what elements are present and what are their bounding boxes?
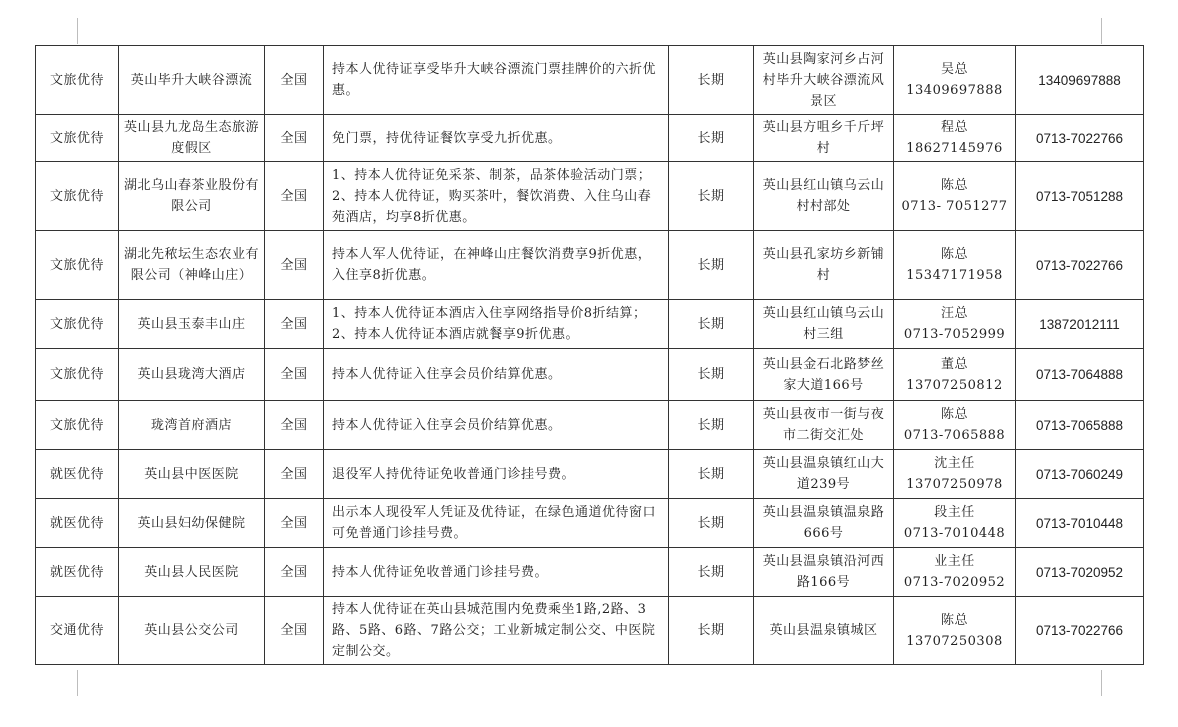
contact-cell (894, 597, 1016, 665)
scope-cell: 全国 (265, 597, 324, 665)
contact-name: 吴总 (940, 62, 968, 77)
address-cell: 英山县夜市一街与夜市二街交汇处 (754, 401, 894, 450)
scope-cell: 全国 (265, 499, 324, 548)
offer-cell: 1、持本人优待证免采茶、制茶，品茶体验活动门票；2、持本人优待证，购买茶叶，餐饮消费、入住乌山春苑酒店，均享8折优惠。 (324, 162, 669, 231)
table-row (36, 401, 1144, 450)
offer-cell: 持本人优待证免收普通门诊挂号费。 (324, 548, 669, 597)
contact-name: 汪总 (940, 306, 968, 321)
address-cell: 英山县温泉镇城区 (754, 597, 894, 665)
offer-cell: 持本人优待证在英山县城范围内免费乘坐1路,2路、3路、5路、6路、7路公交；工业新城定制公交、中医院定制公交。 (324, 597, 669, 665)
organization-name-cell: 英山县珑湾大酒店 (119, 349, 265, 401)
contact-name: 陈总 (940, 247, 968, 262)
period-cell: 长期 (669, 450, 754, 499)
offer-cell: 持本人军人优待证，在神峰山庄餐饮消费享9折优惠，入住享8折优惠。 (324, 231, 669, 300)
organization-name-cell: 英山毕升大峡谷漂流 (119, 46, 265, 115)
contact-cell (894, 46, 1016, 115)
period-cell: 长期 (669, 46, 754, 115)
offer-cell: 出示本人现役军人凭证及优待证，在绿色通道优待窗口可免普通门诊挂号费。 (324, 499, 669, 548)
category-cell: 文旅优待 (36, 162, 119, 231)
category-cell: 文旅优待 (36, 300, 119, 349)
organization-name-cell: 英山县公交公司 (119, 597, 265, 665)
table-row (36, 450, 1144, 499)
category-cell: 文旅优待 (36, 115, 119, 162)
crop-mark-top-right (1101, 18, 1102, 44)
organization-name-cell: 湖北乌山春茶业股份有限公司 (119, 162, 265, 231)
period-cell: 长期 (669, 162, 754, 231)
contact-phone: 15347171958 (906, 268, 1003, 283)
offer-cell: 退役军人持优待证免收普通门诊挂号费。 (324, 450, 669, 499)
contact-phone: 13707250308 (906, 633, 1003, 649)
phone-cell: 0713-7065888 (1016, 401, 1144, 450)
contact-phone: 0713-7020952 (903, 575, 1006, 590)
table-row (36, 162, 1144, 231)
scope-cell: 全国 (265, 300, 324, 349)
table-row (36, 300, 1144, 349)
scope-cell: 全国 (265, 162, 324, 231)
table-row (36, 548, 1144, 597)
offer-cell: 1、持本人优待证本酒店入住享网络指导价8折结算；2、持本人优待证本酒店就餐享9折优惠。 (324, 300, 669, 349)
contact-phone: 0713-7052999 (903, 327, 1006, 342)
crop-mark-bottom-right (1101, 670, 1102, 696)
address-cell: 英山县方咀乡千斤坪村 (754, 115, 894, 162)
table-row (36, 349, 1144, 401)
offer-cell: 持本人优待证入住享会员价结算优惠。 (324, 349, 669, 401)
period-cell: 长期 (669, 300, 754, 349)
phone-cell: 0713-7051288 (1016, 162, 1144, 231)
contact-cell (894, 231, 1016, 300)
scope-cell: 全国 (265, 548, 324, 597)
period-cell: 长期 (669, 115, 754, 162)
address-cell: 英山县温泉镇温泉路666号 (754, 499, 894, 548)
offer-cell: 持本人优待证入住享会员价结算优惠。 (324, 401, 669, 450)
address-cell: 英山县温泉镇红山大道239号 (754, 450, 894, 499)
organization-name-cell: 英山县人民医院 (119, 548, 265, 597)
contact-phone: 0713-7065888 (903, 428, 1006, 443)
table-row (36, 46, 1144, 115)
contact-cell (894, 450, 1016, 499)
category-cell: 交通优待 (36, 597, 119, 665)
contact-name: 陈总 (940, 178, 968, 193)
address-cell: 英山县陶家河乡占河村毕升大峡谷漂流风景区 (754, 46, 894, 115)
phone-cell: 0713-7020952 (1016, 548, 1144, 597)
scope-cell: 全国 (265, 349, 324, 401)
category-cell: 文旅优待 (36, 46, 119, 115)
contact-phone: 18627145976 (906, 141, 1003, 156)
phone-cell: 0713-7060249 (1016, 450, 1144, 499)
organization-name-cell: 英山县中医医院 (119, 450, 265, 499)
contact-phone: 13409697888 (906, 83, 1003, 98)
address-cell: 英山县孔家坊乡新铺村 (754, 231, 894, 300)
contact-phone: 0713-7010448 (903, 526, 1006, 541)
address-cell: 英山县红山镇乌云山村三组 (754, 300, 894, 349)
period-cell: 长期 (669, 231, 754, 300)
address-cell: 英山县金石北路梦丝家大道166号 (754, 349, 894, 401)
scope-cell: 全国 (265, 450, 324, 499)
phone-cell: 0713-7022766 (1016, 597, 1144, 665)
scope-cell: 全国 (265, 231, 324, 300)
offer-cell: 持本人优待证享受毕升大峡谷漂流门票挂牌价的六折优惠。 (324, 46, 669, 115)
contact-cell (894, 162, 1016, 231)
category-cell: 文旅优待 (36, 349, 119, 401)
period-cell: 长期 (669, 401, 754, 450)
phone-cell: 0713-7010448 (1016, 499, 1144, 548)
contact-name: 段主任 (934, 505, 975, 520)
table-row (36, 499, 1144, 548)
category-cell: 就医优待 (36, 499, 119, 548)
scope-cell: 全国 (265, 115, 324, 162)
period-cell: 长期 (669, 349, 754, 401)
crop-mark-bottom-left (77, 670, 78, 696)
contact-cell (894, 401, 1016, 450)
table-row (36, 231, 1144, 300)
address-cell: 英山县红山镇乌云山村村部处 (754, 162, 894, 231)
organization-name-cell: 英山县妇幼保健院 (119, 499, 265, 548)
scope-cell: 全国 (265, 401, 324, 450)
contact-phone: 0713- 7051277 (901, 199, 1008, 214)
contact-name: 程总 (940, 120, 968, 135)
crop-mark-top-left (77, 18, 78, 44)
category-cell: 就医优待 (36, 548, 119, 597)
contact-cell (894, 499, 1016, 548)
phone-cell: 13872012111 (1016, 300, 1144, 349)
period-cell: 长期 (669, 597, 754, 665)
organization-name-cell: 英山县玉泰丰山庄 (119, 300, 265, 349)
contact-name: 陈总 (940, 612, 968, 628)
phone-cell: 0713-7064888 (1016, 349, 1144, 401)
address-cell: 英山县温泉镇沿河西路166号 (754, 548, 894, 597)
contact-cell (894, 349, 1016, 401)
organization-name-cell: 英山县九龙岛生态旅游度假区 (119, 115, 265, 162)
category-cell: 文旅优待 (36, 401, 119, 450)
benefits-table (35, 45, 1144, 665)
contact-cell (894, 300, 1016, 349)
phone-cell: 0713-7022766 (1016, 115, 1144, 162)
contact-name: 陈总 (940, 407, 968, 422)
contact-phone: 13707250978 (906, 477, 1003, 492)
phone-cell: 0713-7022766 (1016, 231, 1144, 300)
phone-cell: 13409697888 (1016, 46, 1144, 115)
contact-name: 董总 (940, 356, 968, 372)
offer-cell: 免门票，持优待证餐饮享受九折优惠。 (324, 115, 669, 162)
contact-phone: 13707250812 (906, 377, 1003, 393)
organization-name-cell: 湖北先秾坛生态农业有限公司（神峰山庄） (119, 231, 265, 300)
period-cell: 长期 (669, 548, 754, 597)
contact-name: 业主任 (934, 554, 975, 569)
contact-cell (894, 115, 1016, 162)
period-cell: 长期 (669, 499, 754, 548)
table-row (36, 115, 1144, 162)
category-cell: 文旅优待 (36, 231, 119, 300)
category-cell: 就医优待 (36, 450, 119, 499)
scope-cell: 全国 (265, 46, 324, 115)
organization-name-cell: 珑湾首府酒店 (119, 401, 265, 450)
contact-name: 沈主任 (934, 456, 975, 471)
table-row (36, 597, 1144, 665)
contact-cell (894, 548, 1016, 597)
